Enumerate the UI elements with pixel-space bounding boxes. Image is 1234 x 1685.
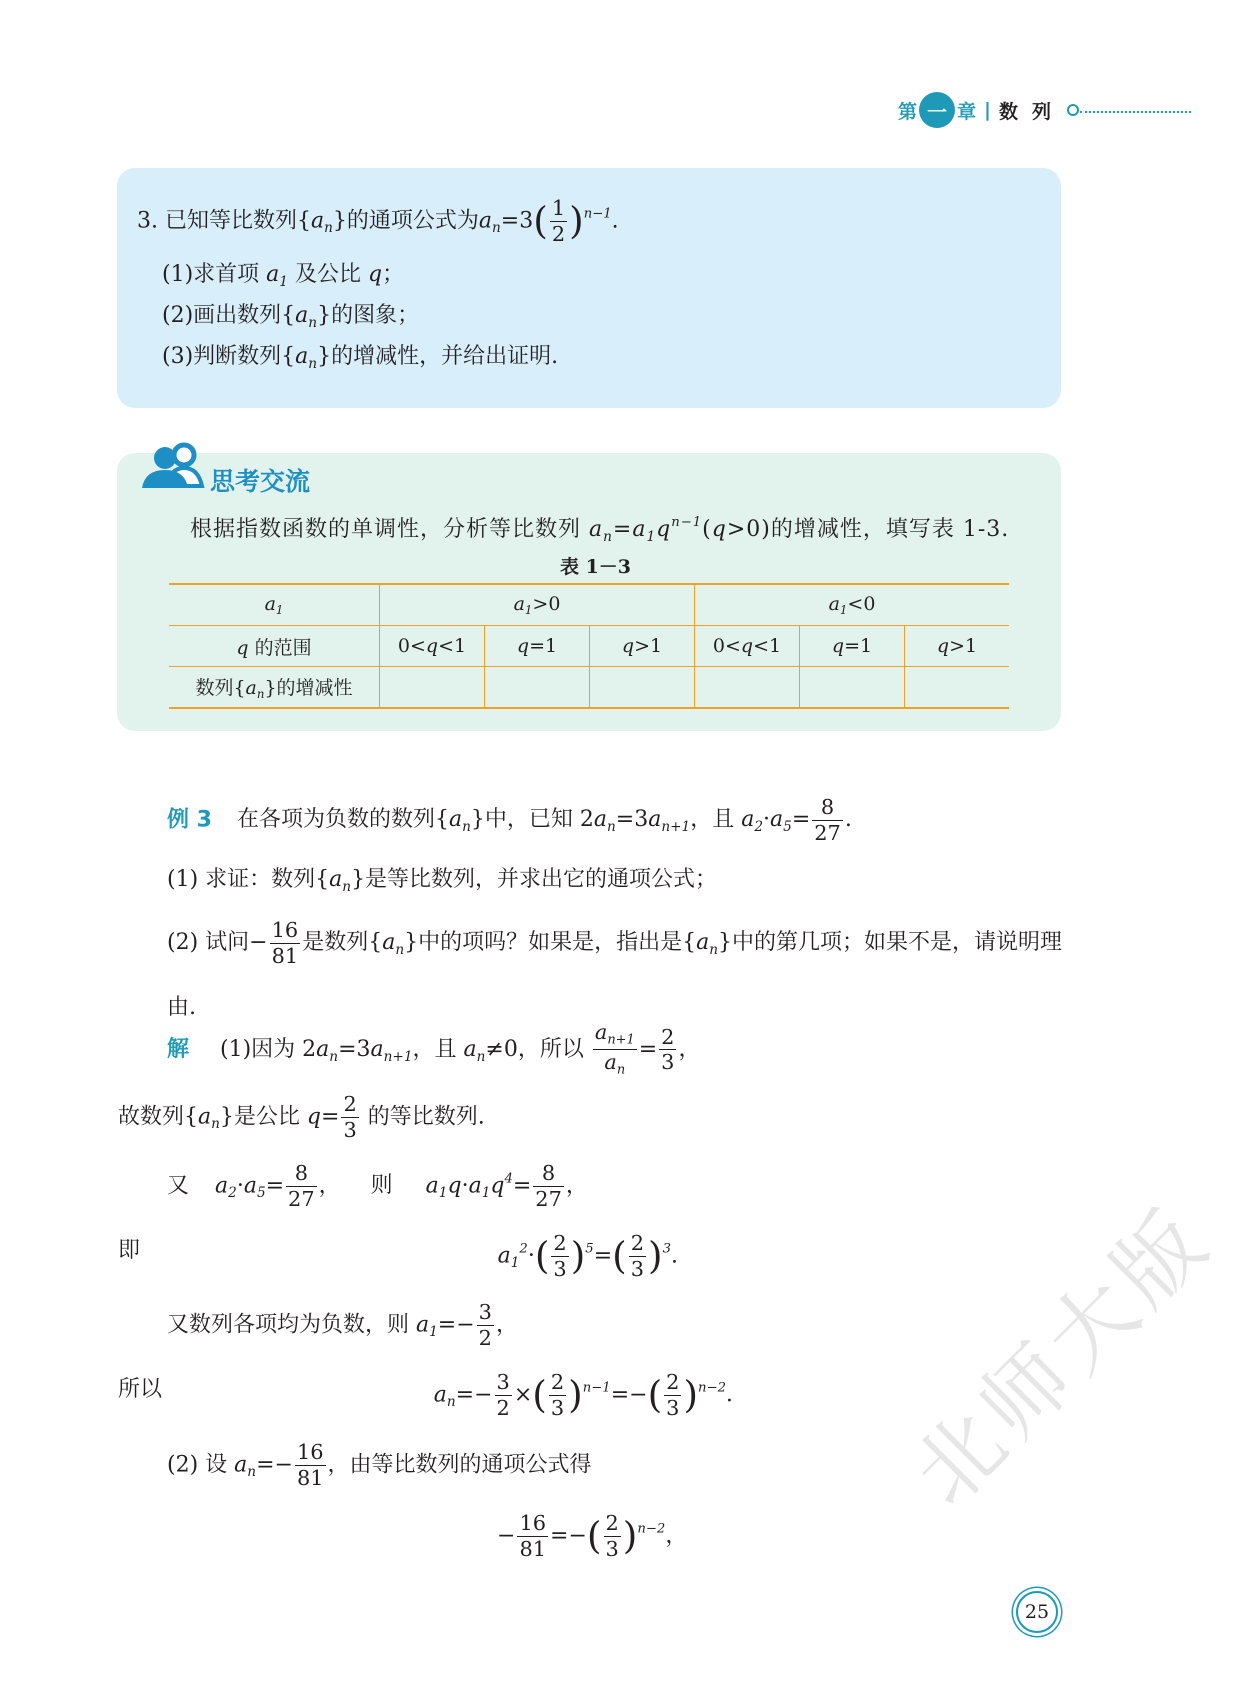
solution-label: 解 [167,1036,190,1062]
exercise-item-2: (2)画出数列$\{a_n\}$的图象； [162,303,420,331]
solution-line-1 [167,1022,700,1078]
think-prompt: 根据指数函数的单调性，分析等比数列 $a_n=a_1q^{n-1}(q>0)$的增减性，填写表 1-3. [190,515,1010,545]
solution-line-2: 故数列$\{a_n\}$是公比 q= $\frac{2}{3}$ 的等比数列. [118,1092,485,1142]
chapter-number-badge: 一 [919,92,955,128]
example-part-1: (1) 求证：数列$\{a_n\}$是等比数列，并求出它的通项公式； [167,867,718,895]
header-rule [1080,111,1191,113]
page-number: 25 [1016,1591,1058,1633]
chapter-title: 数列 [998,100,1065,123]
header-separator: | [984,99,991,121]
q-range-cell: q>1 [905,626,1010,667]
table-caption: 表 1－3 [559,556,632,578]
q-range-cell: 0<q<1 [380,626,485,667]
solution-line-3: 又 $a_2\cdot a_5=$ $\frac{8}{27}$ ， 则 $a_1q\cdot a_1q^4=$ $\frac{8}{27}$ ， [167,1161,588,1211]
chapter-prefix: 第 [898,100,918,123]
chapter-suffix: 章 [957,100,977,123]
exercise-item-1: (1)求首项 $a_1$ 及公比 q； [162,262,405,290]
example-statement: 在各项为负数的数列$\{a_n\}$中，已知 $2a_n=3a_{n+1}$，且 $a_2\cdot a_5=$ $\frac{8}{27}$ . [236,795,852,845]
q-range-cell: q=1 [485,626,590,667]
blank-cell[interactable] [485,667,590,709]
q-range-cell: 0<q<1 [695,626,800,667]
group-a1-negative: $a_1<0$ [695,584,1010,626]
blank-cell[interactable] [590,667,695,709]
solution-line-1-text: (1)因为 $2a_n=3a_{n+1}$，且 $a_n\ne 0$，所以 $\frac{a_{n+1}}{a_n}$ = $\frac{2}{3}$ ， [220,1020,701,1079]
publisher-watermark: 北师大版 [894,1188,1231,1525]
solution-line-6: 所以 $a_n=-$ $\frac{3}{2}$ ×( $\frac{2}{3}$ )$^{n-1}$=−( $\frac{2}{3}$ )$^{n-2}$． [118,1370,748,1420]
people-discuss-icon [140,440,208,492]
header-dot-icon [1067,104,1079,116]
chapter-header [898,88,1079,132]
blank-cell[interactable] [800,667,905,709]
solution-line-8: − $\frac{16}{81}$ =−( $\frac{2}{3}$ )$^{n-2}$， [497,1511,688,1561]
monotonicity-table [169,583,1009,709]
exercise-item-3: (3)判断数列$\{a_n\}$的增减性，并给出证明. [162,344,559,372]
table-row [169,584,1009,626]
q-range-cell: q>1 [590,626,695,667]
blank-cell[interactable] [380,667,485,709]
solution-line-5: 又数列各项均为负数，则 $a_1=-$ $\frac{3}{2}$ ， [167,1300,518,1350]
example-statement-line [167,797,852,844]
table-row [169,667,1009,709]
row-header-a1: $a_1$ [169,584,380,626]
example-label: 例 3 [167,807,212,833]
exercise-intro: 3. 已知等比数列$\{a_n\}$的通项公式为$a_n=3$( $\frac{1}{2}$ )$^{n-1}$. [137,196,619,246]
blank-cell[interactable] [695,667,800,709]
example-part-2: (2) 试问− $\frac{16}{81}$ 是数列$\{a_n\}$中的项吗？如果是，指出是$\{a_n\}$中的第几项；如果不是，请说明理由. [167,917,1062,1020]
blank-cell[interactable] [905,667,1010,709]
group-a1-positive: $a_1>0$ [380,584,695,626]
solution-line-4: 即 $a_1^2\cdot$( $\frac{2}{3}$ )$^5$=( $\frac{2}{3}$ )$^3$. [118,1231,678,1281]
row-header-monotonicity: 数列$\{a_n\}$的增减性 [169,667,380,709]
table-row [169,626,1009,667]
think-title: 思考交流 [210,467,311,496]
solution-line-7: (2) 设 $a_n=-$ $\frac{16}{81}$ ，由等比数列的通项公式得 [167,1440,592,1490]
row-header-q-range: q 的范围 [169,626,380,667]
q-range-cell: q=1 [800,626,905,667]
